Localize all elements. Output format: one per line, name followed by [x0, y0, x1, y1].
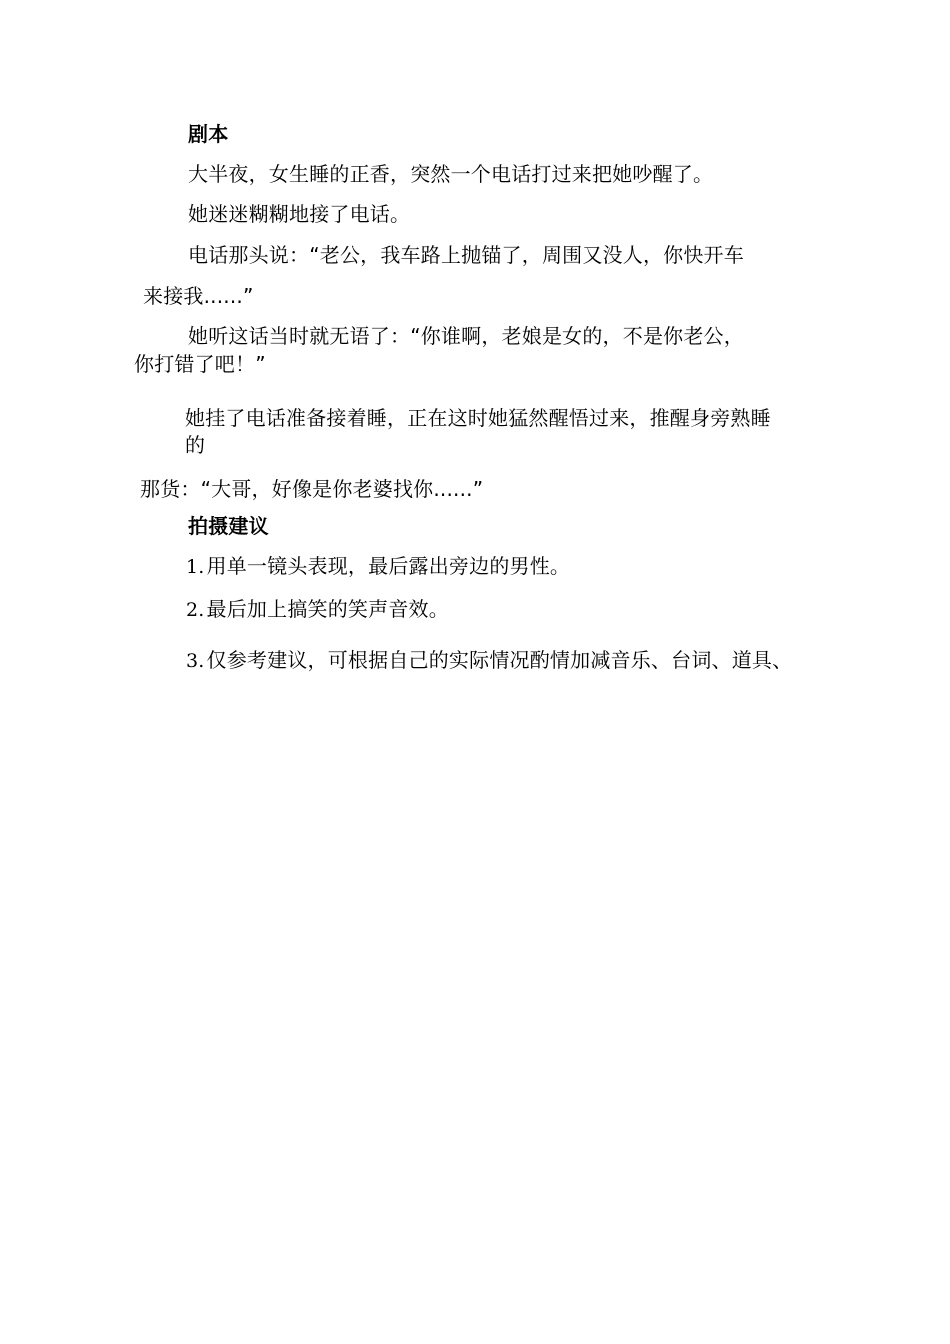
script-paragraph: 她挂了电话准备接着睡，正在这时她猛然醒悟过来，推醒身旁熟睡	[185, 406, 771, 430]
script-paragraph: 大半夜，女生睡的正香，突然一个电话打过来把她吵醒了。	[188, 162, 714, 186]
tips-heading: 拍摄建议	[188, 514, 269, 538]
script-paragraph-continuation: 你打错了吧！”	[134, 352, 266, 376]
tip-item	[186, 553, 570, 580]
script-paragraph: 她迷迷糊糊地接了电话。	[188, 202, 411, 226]
script-paragraph: 电话那头说：“老公，我车路上抛锚了，周围又没人，你快开车	[188, 243, 744, 267]
tip-number: 1.	[186, 556, 205, 578]
tip-text: 仅参考建议，可根据自己的实际情况酌情加减音乐、台词、道具、	[206, 648, 793, 672]
tip-item	[186, 647, 792, 674]
script-paragraph: 她听这话当时就无语了：“你谁啊，老娘是女的，不是你老公，	[188, 324, 744, 348]
tip-text: 最后加上搞笑的笑声音效。	[206, 597, 449, 621]
script-heading: 剧本	[188, 122, 229, 146]
script-paragraph-continuation: 来接我......”	[143, 284, 254, 308]
script-paragraph: 那货：“大哥，好像是你老婆找你......”	[140, 477, 484, 501]
tip-number: 3.	[186, 650, 205, 672]
tip-number: 2.	[186, 599, 205, 621]
tip-item	[186, 596, 449, 623]
script-paragraph-continuation: 的	[185, 433, 206, 457]
tip-text: 用单一镜头表现，最后露出旁边的男性。	[206, 554, 571, 578]
